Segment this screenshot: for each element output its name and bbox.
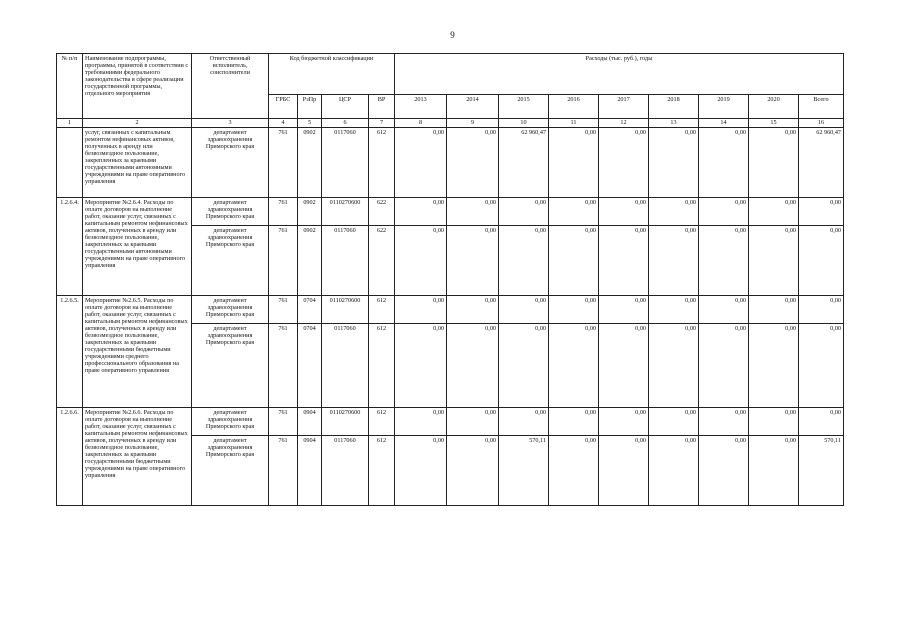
code-csr: 0110270600	[322, 198, 369, 226]
value-2013: 0,00	[395, 198, 447, 226]
value-2013: 0,00	[395, 296, 447, 324]
code-csr: 0117060	[322, 324, 369, 408]
responsible-executor: департамент здравоохранения Приморского края	[192, 226, 269, 296]
value-2017: 0,00	[599, 128, 649, 198]
value-2013: 0,00	[395, 324, 447, 408]
code-grbs: 761	[269, 198, 298, 226]
header-code-rzpr: РзПр	[298, 95, 322, 119]
value-2013: 0,00	[395, 436, 447, 506]
value-2013: 0,00	[395, 128, 447, 198]
row-number: 1.2.6.4.	[57, 198, 83, 296]
column-number: 12	[599, 119, 649, 128]
responsible-executor: департамент здравоохранения Приморского края	[192, 408, 269, 436]
code-vr: 612	[369, 436, 395, 506]
header-year: 2014	[447, 95, 499, 119]
code-grbs: 761	[269, 324, 298, 408]
page-number: 9	[450, 30, 455, 40]
code-vr: 622	[369, 226, 395, 296]
column-number: 1	[57, 119, 83, 128]
code-csr: 0110270600	[322, 408, 369, 436]
header-year: 2016	[549, 95, 599, 119]
row-number: 1.2.6.6.	[57, 408, 83, 506]
value-2014: 0,00	[447, 198, 499, 226]
value-total: 0,00	[799, 408, 844, 436]
responsible-executor: департамент здравоохранения Приморского края	[192, 128, 269, 198]
value-total: 0,00	[799, 226, 844, 296]
row-number	[57, 128, 83, 198]
code-vr: 612	[369, 408, 395, 436]
table-row	[57, 408, 844, 436]
responsible-executor: департамент здравоохранения Приморского края	[192, 198, 269, 226]
code-grbs: 761	[269, 296, 298, 324]
header-code-csr: ЦСР	[322, 95, 369, 119]
measure-name: Мероприятие №2.6.4. Расходы по оплате договоров на выполнение работ, оказание услуг, связанных с капитальным ремонтом нефинансовых активов, полученных в аренду или безвозмездное пользование, закрепленных за краевыми государственными автономными учреждениями на праве оперативного управления	[83, 198, 192, 296]
header-code-grbs: ГРБС	[269, 95, 298, 119]
value-2014: 0,00	[447, 226, 499, 296]
header-year: 2019	[699, 95, 749, 119]
column-number: 13	[649, 119, 699, 128]
measure-name: Мероприятие №2.6.6. Расходы по оплате договоров на выполнение работ, оказание услуг, связанных с капитальным ремонтом нефинансовых активов, полученных в аренду или безвозмездное пользование, закрепленных за краевыми государственными бюджетными учреждениями на праве оперативного управления	[83, 408, 192, 506]
value-2016: 0,00	[549, 408, 599, 436]
header-year: 2018	[649, 95, 699, 119]
header-expenses: Расходы (тыс. руб.), годы	[395, 54, 844, 95]
value-2013: 0,00	[395, 408, 447, 436]
table-row	[57, 128, 844, 198]
value-2018: 0,00	[649, 198, 699, 226]
value-2016: 0,00	[549, 198, 599, 226]
column-number: 15	[749, 119, 799, 128]
value-2020: 0,00	[749, 296, 799, 324]
header-budget-code: Код бюджетной классификации	[269, 54, 395, 95]
code-grbs: 761	[269, 408, 298, 436]
value-2015: 62 960,47	[499, 128, 549, 198]
code-rzpr: 0902	[298, 128, 322, 198]
column-number: 10	[499, 119, 549, 128]
value-2015: 0,00	[499, 408, 549, 436]
measure-name: Мероприятие №2.6.5. Расходы по оплате договоров на выполнение работ, оказание услуг, связанных с капитальным ремонтом нефинансовых активов, полученных в аренду или безвозмездное пользование, закрепленных за краевыми государственными бюджетными учреждениями среднего профессионального образования на праве оперативного управления	[83, 296, 192, 408]
table-body	[57, 128, 844, 506]
header-year: 2015	[499, 95, 549, 119]
value-2017: 0,00	[599, 436, 649, 506]
value-2019: 0,00	[699, 198, 749, 226]
value-2020: 0,00	[749, 408, 799, 436]
value-2014: 0,00	[447, 408, 499, 436]
value-total: 0,00	[799, 198, 844, 226]
code-grbs: 761	[269, 436, 298, 506]
code-vr: 612	[369, 128, 395, 198]
code-rzpr: 0904	[298, 408, 322, 436]
value-2020: 0,00	[749, 226, 799, 296]
value-2014: 0,00	[447, 128, 499, 198]
code-csr: 0117060	[322, 128, 369, 198]
row-number: 1.2.6.5.	[57, 296, 83, 408]
value-2014: 0,00	[447, 324, 499, 408]
code-vr: 622	[369, 198, 395, 226]
column-number: 16	[799, 119, 844, 128]
value-total: 62 960,47	[799, 128, 844, 198]
column-number: 14	[699, 119, 749, 128]
value-2015: 0,00	[499, 198, 549, 226]
value-2017: 0,00	[599, 198, 649, 226]
value-2019: 0,00	[699, 128, 749, 198]
value-2016: 0,00	[549, 324, 599, 408]
header-year: 2020	[749, 95, 799, 119]
column-number-row	[57, 119, 844, 128]
code-grbs: 761	[269, 128, 298, 198]
column-number: 2	[83, 119, 192, 128]
value-total: 0,00	[799, 296, 844, 324]
header-responsible: Ответственный исполнитель, соисполнители	[192, 54, 269, 119]
value-2019: 0,00	[699, 296, 749, 324]
code-rzpr: 0704	[298, 324, 322, 408]
value-2014: 0,00	[447, 296, 499, 324]
column-number: 11	[549, 119, 599, 128]
value-2019: 0,00	[699, 408, 749, 436]
value-total: 0,00	[799, 324, 844, 408]
value-2013: 0,00	[395, 226, 447, 296]
header-name: Наименование подпрограммы, программы, принятой в соответствии с требованиями федерального законодательства в сфере реализации государственной программы, отдельного мероприятия	[83, 54, 192, 119]
header-code-vr: ВР	[369, 95, 395, 119]
value-2017: 0,00	[599, 324, 649, 408]
header-num: № п/п	[57, 54, 83, 119]
value-2018: 0,00	[649, 324, 699, 408]
value-2019: 0,00	[699, 436, 749, 506]
value-2020: 0,00	[749, 198, 799, 226]
value-total: 570,11	[799, 436, 844, 506]
value-2020: 0,00	[749, 324, 799, 408]
value-2016: 0,00	[549, 296, 599, 324]
value-2016: 0,00	[549, 436, 599, 506]
header-year: 2017	[599, 95, 649, 119]
table-row	[57, 296, 844, 324]
value-2015: 0,00	[499, 296, 549, 324]
value-2014: 0,00	[447, 436, 499, 506]
column-number: 8	[395, 119, 447, 128]
value-2017: 0,00	[599, 296, 649, 324]
code-rzpr: 0904	[298, 436, 322, 506]
responsible-executor: департамент здравоохранения Приморского края	[192, 436, 269, 506]
value-2016: 0,00	[549, 128, 599, 198]
code-vr: 612	[369, 324, 395, 408]
value-2020: 0,00	[749, 436, 799, 506]
value-2015: 0,00	[499, 324, 549, 408]
code-rzpr: 0902	[298, 198, 322, 226]
value-2015: 570,11	[499, 436, 549, 506]
code-vr: 612	[369, 296, 395, 324]
measure-name: услуг, связанных с капитальным ремонтом нефинансовых активов, полученных в аренду или безвозмездное пользование, закрепленных за краевыми государственными автономными учреждениями на праве оперативного управления	[83, 128, 192, 198]
value-2018: 0,00	[649, 436, 699, 506]
value-2015: 0,00	[499, 226, 549, 296]
header-year: 2013	[395, 95, 447, 119]
value-2018: 0,00	[649, 226, 699, 296]
value-2019: 0,00	[699, 226, 749, 296]
value-2016: 0,00	[549, 226, 599, 296]
code-grbs: 761	[269, 226, 298, 296]
column-number: 9	[447, 119, 499, 128]
code-csr: 0117060	[322, 436, 369, 506]
column-number: 4	[269, 119, 298, 128]
budget-table	[56, 53, 844, 506]
value-2017: 0,00	[599, 226, 649, 296]
responsible-executor: департамент здравоохранения Приморского края	[192, 296, 269, 324]
responsible-executor: департамент здравоохранения Приморского края	[192, 324, 269, 408]
table-row	[57, 198, 844, 226]
value-2020: 0,00	[749, 128, 799, 198]
column-number: 7	[369, 119, 395, 128]
value-2017: 0,00	[599, 408, 649, 436]
column-number: 6	[322, 119, 369, 128]
value-2019: 0,00	[699, 324, 749, 408]
code-csr: 0110270600	[322, 296, 369, 324]
header-total: Всего	[799, 95, 844, 119]
column-number: 5	[298, 119, 322, 128]
code-csr: 0117060	[322, 226, 369, 296]
code-rzpr: 0704	[298, 296, 322, 324]
value-2018: 0,00	[649, 128, 699, 198]
column-number: 3	[192, 119, 269, 128]
value-2018: 0,00	[649, 296, 699, 324]
value-2018: 0,00	[649, 408, 699, 436]
code-rzpr: 0902	[298, 226, 322, 296]
